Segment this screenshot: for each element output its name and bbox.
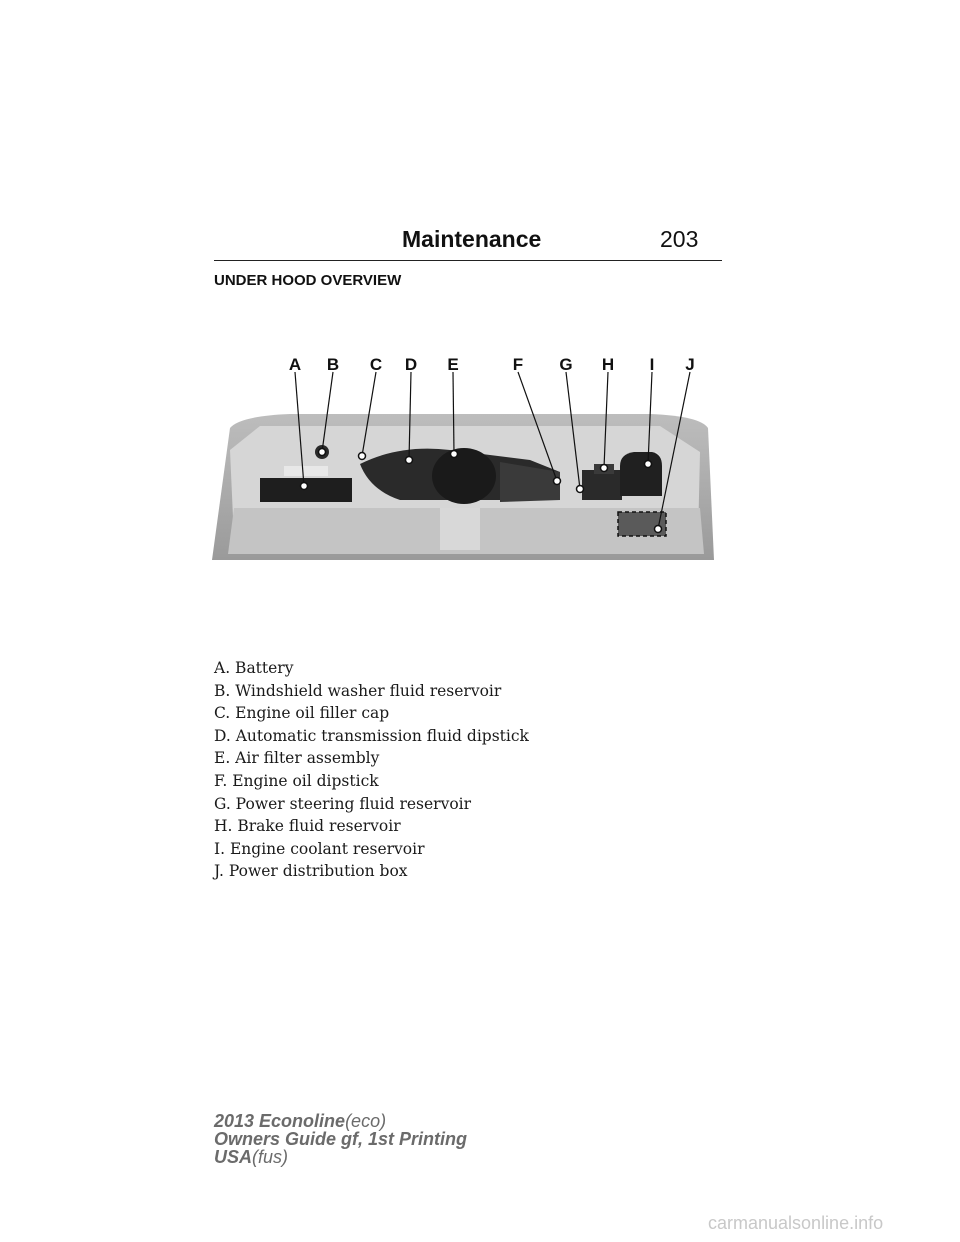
callout-letter-f: F — [512, 355, 524, 374]
callout-letter-g: G — [559, 355, 573, 374]
footer-market: USA — [214, 1147, 253, 1167]
power-steering-reservoir-shape — [582, 470, 622, 500]
legend-item: G. Power steering fluid reservoir — [214, 794, 472, 813]
header-divider — [214, 260, 722, 261]
page-number: 203 — [660, 226, 699, 252]
legend-item: F. Engine oil dipstick — [214, 771, 379, 790]
footer-line-3 — [214, 1148, 467, 1166]
footer-model-code: (eco) — [345, 1111, 387, 1131]
legend-item: B. Windshield washer fluid reservoir — [214, 681, 502, 700]
footer-line-1 — [214, 1112, 467, 1130]
callout-letter-i: I — [649, 355, 655, 374]
battery-shape — [260, 478, 352, 502]
document-footer — [214, 1112, 467, 1166]
callout-letter-j: J — [685, 355, 695, 374]
footer-model: 2013 Econoline — [214, 1111, 346, 1131]
footer-guide-info: Owners Guide gf, 1st Printing — [214, 1129, 468, 1149]
under-hood-illustration — [200, 340, 740, 580]
footer-market-code: (fus) — [252, 1147, 289, 1167]
callout-letter-h: H — [601, 355, 615, 374]
legend-item: I. Engine coolant reservoir — [214, 839, 425, 858]
callout-letter-c: C — [369, 355, 383, 374]
page-header-title: Maintenance — [402, 226, 542, 252]
footer-line-2 — [214, 1130, 467, 1148]
callout-letter-b: B — [326, 355, 340, 374]
site-watermark: carmanualsonline.info — [708, 1213, 884, 1233]
callout-letter-d: D — [404, 355, 418, 374]
legend-item: E. Air filter assembly — [214, 749, 380, 768]
legend-item: H. Brake fluid reservoir — [214, 817, 401, 836]
callout-letter-e: E — [447, 355, 459, 374]
legend-item: A. Battery — [214, 659, 294, 677]
legend-item: D. Automatic transmission fluid dipstick — [214, 726, 529, 745]
legend-item: J. Power distribution box — [214, 862, 408, 881]
component-legend — [214, 657, 529, 883]
callout-letter-a: A — [288, 355, 302, 374]
coolant-reservoir-shape — [620, 452, 662, 496]
legend-item: C. Engine oil filler cap — [214, 704, 390, 723]
section-heading: UNDER HOOD OVERVIEW — [214, 272, 402, 289]
